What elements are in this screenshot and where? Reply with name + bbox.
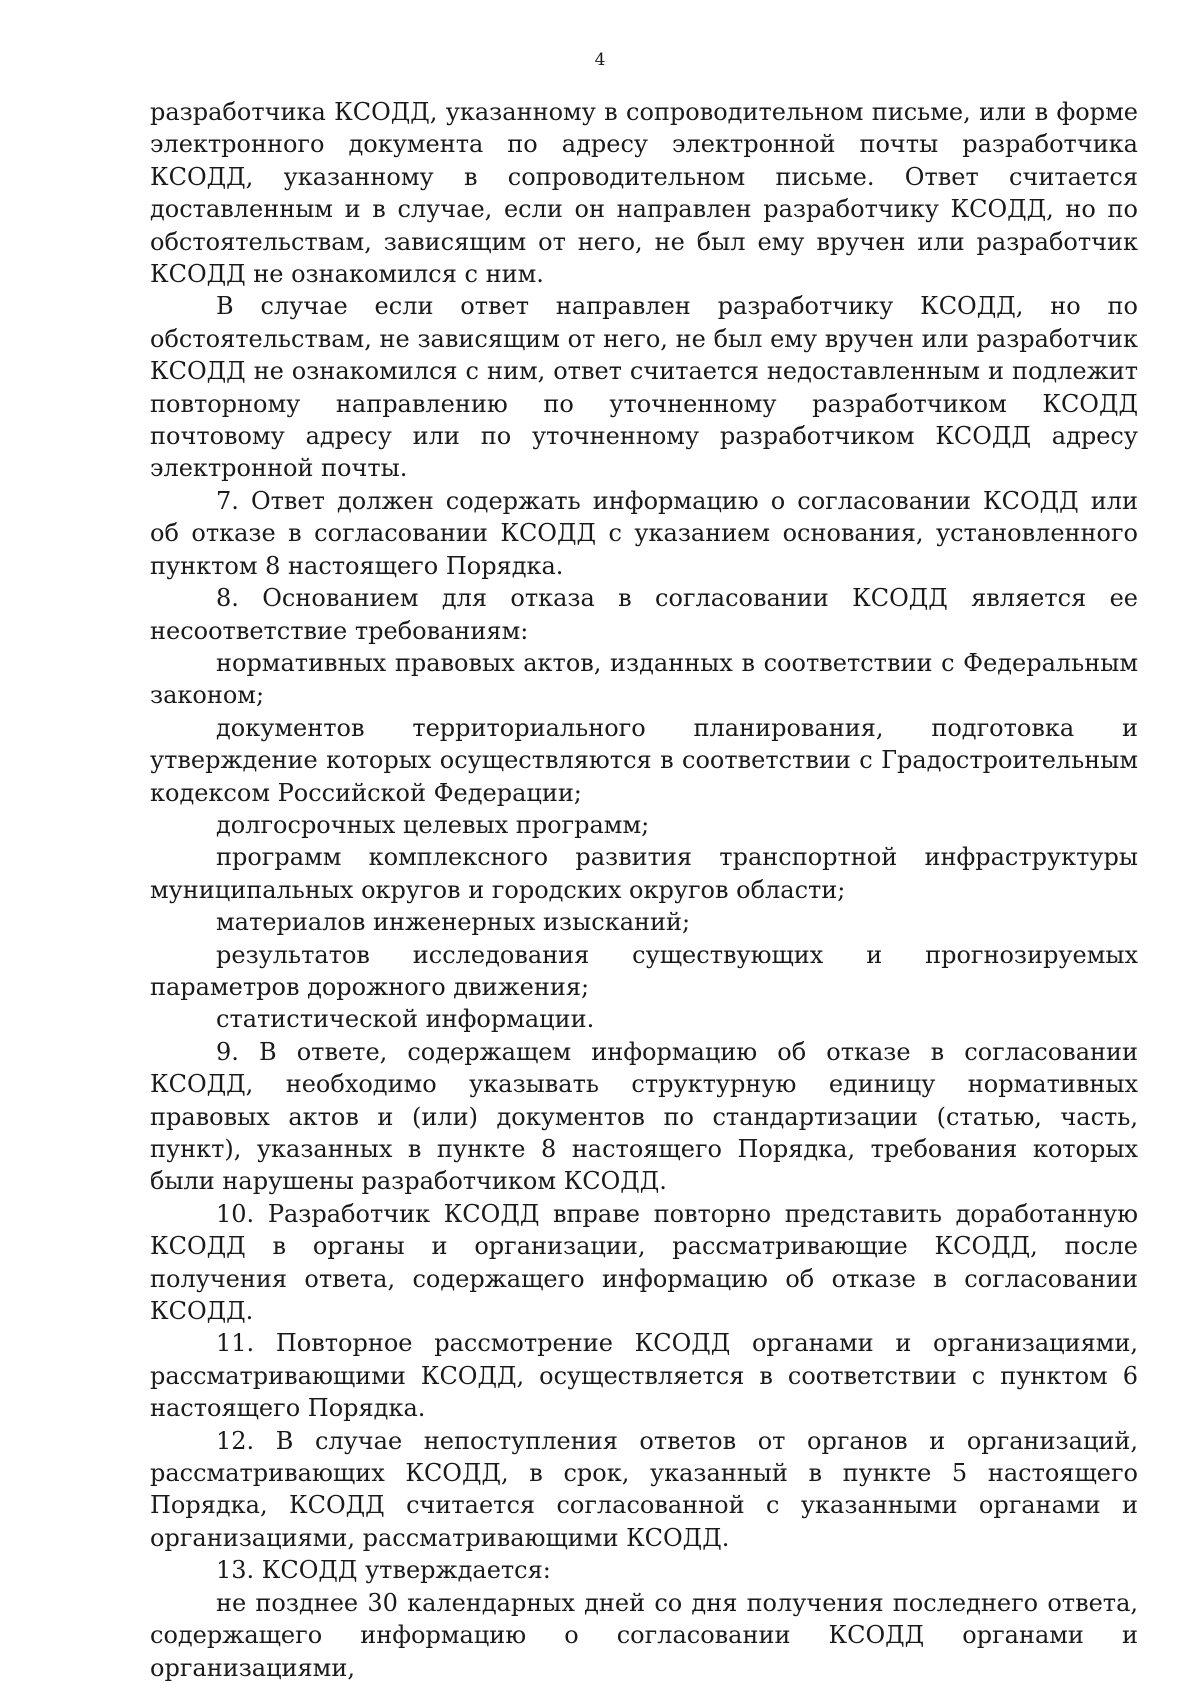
paragraph-item-13: 13. КСОДД утверждается: (216, 1556, 551, 1585)
list-item-planning-documents: документов территориального планирования, подготовка и утверждение которых осуществляются в соответствии с Градостроительным кодексом Российской Федерации; (150, 713, 1138, 807)
paragraph-item-8: 8. Основанием для отказа в согласовании КСОДД является ее несоответствие требованиям: (150, 584, 1138, 645)
document-body (150, 96, 1138, 1684)
paragraph-item-10: 10. Разработчик КСОДД вправе повторно представить доработанную КСОДД в органы и организации, рассматривающие КСОДД, после получения ответа, содержащего информацию об отказе в согласовании КСОДД. (150, 1199, 1138, 1326)
list-item-traffic-research: результатов исследования существующих и прогнозируемых параметров дорожного движения; (150, 940, 1138, 1001)
list-item-statistics: статистической информации. (216, 1005, 595, 1034)
paragraph-item-12: 12. В случае непоступления ответов от органов и организаций, рассматривающих КСОДД, в срок, указанный в пункте 5 настоящего Порядка, КСОДД считается согласованной с указанными органами и организациями, рассматривающими КСОДД. (150, 1426, 1138, 1552)
paragraph-item-9: 9. В ответе, содержащем информацию об отказе в согласовании КСОДД, необходимо указывать структурную единицу нормативных правовых актов и (или) документов по стандартизации (статью, часть, пункт), указанных в пункте 8 настоящего Порядка, требования которых были нарушены разработчиком КСОДД. (150, 1037, 1138, 1196)
paragraph-approval-deadline: не позднее 30 календарных дней со дня получения последнего ответа, содержащего информацию о согласовании КСОДД органами и организациями, (150, 1588, 1138, 1682)
page-number: 4 (594, 50, 606, 70)
list-item-engineering-surveys: материалов инженерных изысканий; (216, 908, 691, 937)
paragraph-item-7: 7. Ответ должен содержать информацию о согласовании КСОДД или об отказе в согласовании КСОДД с указанием основания, установленного пунктом 8 настоящего Порядка. (150, 486, 1138, 580)
list-item-infrastructure-programs: программ комплексного развития транспортной инфраструктуры муниципальных округов и городских округов области; (150, 843, 1138, 904)
paragraph-undelivered-response: В случае если ответ направлен разработчику КСОДД, но по обстоятельствам, не зависящим от него, не был ему вручен или разработчик КСОДД не ознакомился с ним, ответ считается недоставленным и подлежит повторному направлению по уточненному разработчиком КСОДД почтовому адресу или по уточненному разработчиком КСОДД адресу электронной почты. (150, 292, 1138, 483)
paragraph-item-11: 11. Повторное рассмотрение КСОДД органами и организациями, рассматривающими КСОДД, осуществляется в соответствии с пунктом 6 настоящего Порядка. (150, 1329, 1138, 1423)
paragraph-continuation: разработчика КСОДД, указанному в сопроводительном письме, или в форме электронного документа по адресу электронной почты разработчика КСОДД, указанному в сопроводительном письме. Ответ считается доставленным и в случае, если он направлен разработчику КСОДД, но по обстоятельствам, зависящим от него, не был ему вручен или разработчик КСОДД не ознакомился с ним. (150, 98, 1138, 289)
list-item-target-programs: долгосрочных целевых программ; (216, 810, 650, 839)
list-item-normative-acts: нормативных правовых актов, изданных в соответствии с Федеральным законом; (150, 648, 1138, 710)
